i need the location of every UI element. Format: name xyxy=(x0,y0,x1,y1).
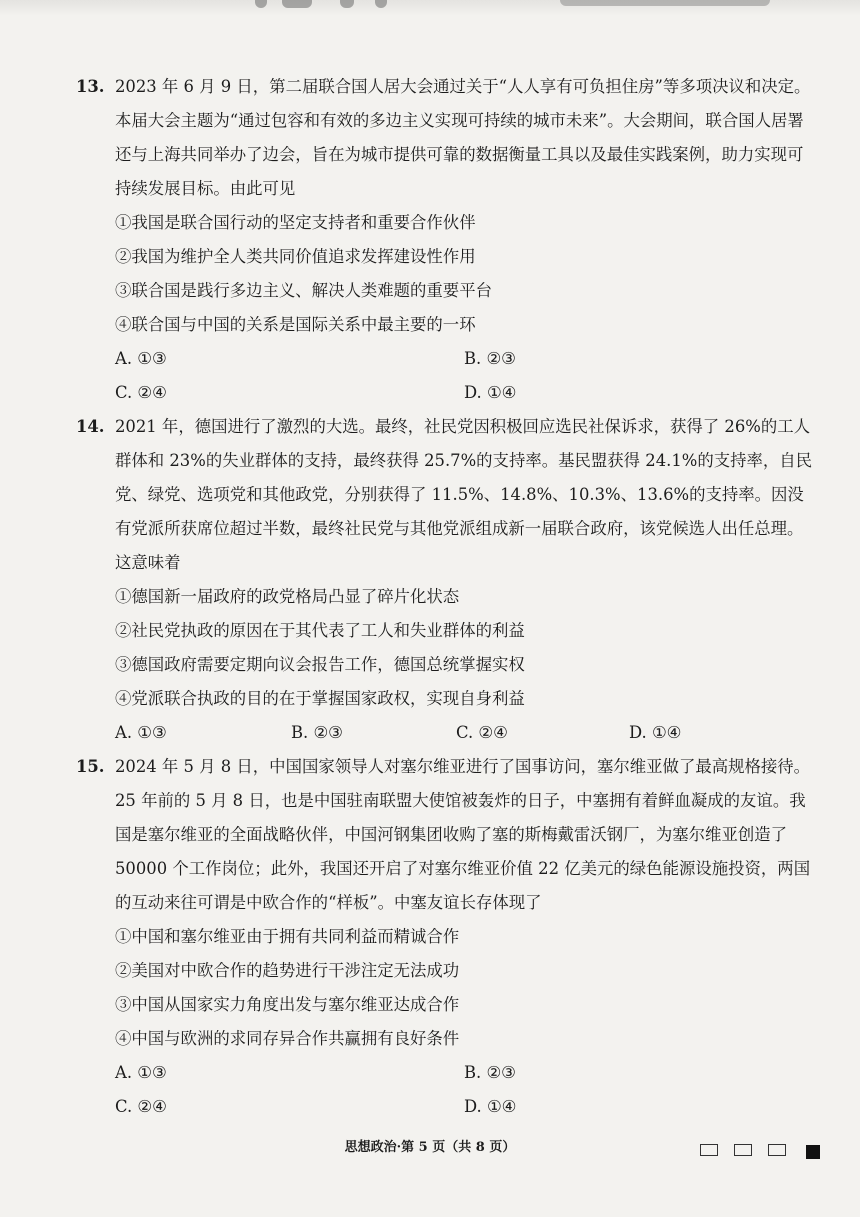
choice-b: B. ②③ xyxy=(291,723,343,742)
statement-2: ②美国对中欧合作的趋势进行干涉注定无法成功 xyxy=(115,961,460,980)
question-number: 13. xyxy=(76,77,105,96)
answer-choices xyxy=(115,1056,816,1124)
question-stem: 2023 年 6 月 9 日，第二届联合国人居大会通过关于“人人享有可负担住房”等多项决议和决定。本届大会主题为“通过包容和有效的多边主义实现可持续的城市未来”。大会期间，联合国人居署还与上海共同举办了边会，旨在为城市提供可靠的数据衡量工具以及最佳实践案例，助力实现可持续发展目标。由此可见 xyxy=(115,77,811,198)
statement-1: ①我国是联合国行动的坚定支持者和重要合作伙伴 xyxy=(115,213,476,232)
empty-box-icon xyxy=(734,1144,752,1156)
choice-d: D. ①④ xyxy=(464,1097,517,1116)
choice-c: C. ②④ xyxy=(115,1097,167,1116)
choice-c: C. ②④ xyxy=(115,383,167,402)
scan-smudge xyxy=(282,0,312,8)
statement-1: ①德国新一届政府的政党格局凸显了碎片化状态 xyxy=(115,587,460,606)
answer-choices xyxy=(115,342,816,410)
question-stem: 2024 年 5 月 8 日，中国国家领导人对塞尔维亚进行了国事访问，塞尔维亚做了最高规格接待。25 年前的 5 月 8 日，也是中国驻南联盟大使馆被轰炸的日子，中塞拥有着鲜血凝成的友谊。我国是塞尔维亚的全面战略伙伴，中国河钢集团收购了塞的斯梅戴雷沃钢厂，为塞尔维亚创造了 50000 个工作岗位；此外，我国还开启了对塞尔维亚价值 22 亿美元的绿色能源设施投资，两国的互动来往可谓是中欧合作的“样板”。中塞友谊长存体现了 xyxy=(115,757,811,912)
question-14 xyxy=(76,410,816,750)
scan-smudge xyxy=(560,0,770,6)
choice-d: D. ①④ xyxy=(629,723,682,742)
statement-3: ③中国从国家实力角度出发与塞尔维亚达成合作 xyxy=(115,995,460,1014)
filled-square-icon xyxy=(806,1145,820,1159)
statement-2: ②我国为维护全人类共同价值追求发挥建设性作用 xyxy=(115,247,476,266)
answer-choices xyxy=(115,716,816,750)
choice-b: B. ②③ xyxy=(464,349,516,368)
statement-3: ③联合国是践行多边主义、解决人类难题的重要平台 xyxy=(115,281,492,300)
statement-1: ①中国和塞尔维亚由于拥有共同利益而精诚合作 xyxy=(115,927,460,946)
page-footer: 思想政治·第 5 页（共 8 页） xyxy=(344,1140,516,1155)
choice-a: A. ①③ xyxy=(115,723,167,742)
exam-page xyxy=(76,70,816,1124)
statement-4: ④中国与欧洲的求同存异合作共赢拥有良好条件 xyxy=(115,1029,460,1048)
question-number: 14. xyxy=(76,417,105,436)
question-13 xyxy=(76,70,816,410)
page-marks xyxy=(700,1144,820,1159)
choice-b: B. ②③ xyxy=(464,1063,516,1082)
choice-a: A. ①③ xyxy=(115,349,167,368)
statement-4: ④党派联合执政的目的在于掌握国家政权，实现自身利益 xyxy=(115,689,525,708)
statement-2: ②社民党执政的原因在于其代表了工人和失业群体的利益 xyxy=(115,621,525,640)
statement-3: ③德国政府需要定期向议会报告工作，德国总统掌握实权 xyxy=(115,655,525,674)
question-15 xyxy=(76,750,816,1124)
statement-4: ④联合国与中国的关系是国际关系中最主要的一环 xyxy=(115,315,476,334)
empty-box-icon xyxy=(768,1144,786,1156)
choice-c: C. ②④ xyxy=(456,723,508,742)
choice-a: A. ①③ xyxy=(115,1063,167,1082)
question-number: 15. xyxy=(76,757,105,776)
question-stem: 2021 年，德国进行了激烈的大选。最终，社民党因积极回应选民社保诉求，获得了 26%的工人群体和 23%的失业群体的支持，最终获得 25.7%的支持率。基民盟获得 24.1%的支持率，自民党、绿党、选项党和其他政党，分别获得了 11.5%、14.8%、10.3%、13.6%的支持率。因没有党派所获席位超过半数，最终社民党与其他党派组成新一届联合政府，该党候选人出任总理。这意味着 xyxy=(115,417,813,572)
choice-d: D. ①④ xyxy=(464,383,517,402)
empty-box-icon xyxy=(700,1144,718,1156)
